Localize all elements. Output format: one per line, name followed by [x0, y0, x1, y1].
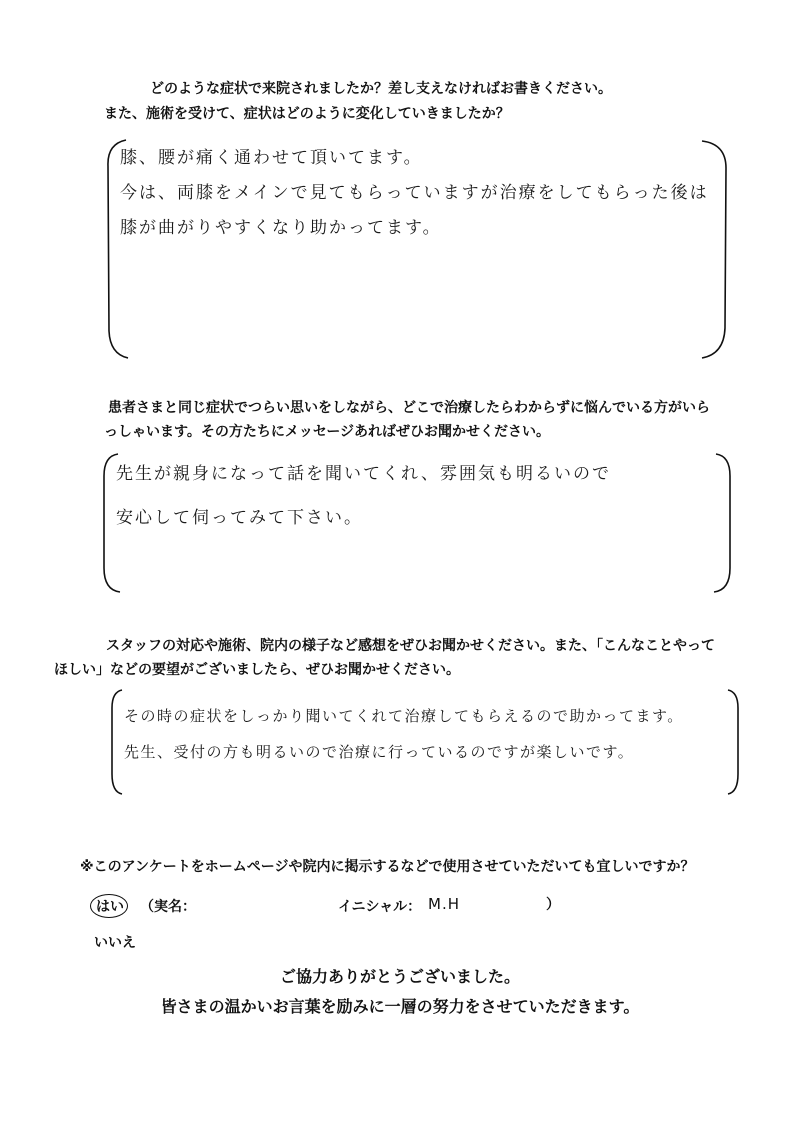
consent-question: ※このアンケートをホームページや院内に掲示するなどで使用させていただいても宜しいですか？	[80, 859, 695, 875]
question-2-line-2: っしゃいます。その方たちにメッセージあればぜひお聞かせください。	[104, 424, 551, 440]
thanks-line-2: 皆さまの温かいお言葉を励みに一層の努力をさせていただきます。	[160, 997, 640, 1016]
thanks-line-1: ご協力ありがとうございました。	[279, 967, 520, 986]
question-2-line-1: 患者さまと同じ症状でつらい思いをしながら、どこで治療したらわからずに悩んでいる方がいら	[108, 400, 710, 416]
initial-value: M.H	[428, 895, 460, 913]
answer-2-line-2: 安心して伺ってみて下さい。	[116, 508, 363, 528]
answer-1-line-3: 膝が曲がりやすくなり助かってます。	[120, 218, 442, 238]
close-paren: ）	[546, 897, 560, 913]
answer-1-line-2: 今は、両膝をメインで見てもらっていますが治療をしてもらった後は	[120, 183, 709, 203]
question-3-line-2: ほしい」などの要望がございましたら、ぜひお聞かせください。	[54, 662, 460, 678]
question-1-line-1: どのような症状で来院されましたか？差し支えなければお書きください。	[150, 81, 612, 97]
initial-label: イニシャル：	[338, 899, 422, 915]
real-name-label: （実名：	[140, 899, 196, 915]
question-3-line-1: スタッフの対応や施術、院内の様子など感想をぜひお聞かせください。また、「こんなことやって	[106, 638, 715, 654]
question-1-line-2: また、施術を受けて、症状はどのように変化していきましたか？	[104, 106, 510, 122]
consent-no-option[interactable]: いいえ	[94, 935, 136, 951]
answer-3-line-1: その時の症状をしっかり聞いてくれて治療してもらえるので助かってます。	[124, 707, 684, 725]
answer-1-line-1: 膝、腰が痛く通わせて頂いてます。	[120, 148, 423, 168]
answer-2-line-1: 先生が親身になって話を聞いてくれ、雰囲気も明るいので	[116, 464, 612, 484]
consent-yes-option[interactable]: はい	[96, 899, 124, 915]
answer-3-line-2: 先生、受付の方も明るいので治療に行っているのですが楽しいです。	[124, 743, 635, 761]
